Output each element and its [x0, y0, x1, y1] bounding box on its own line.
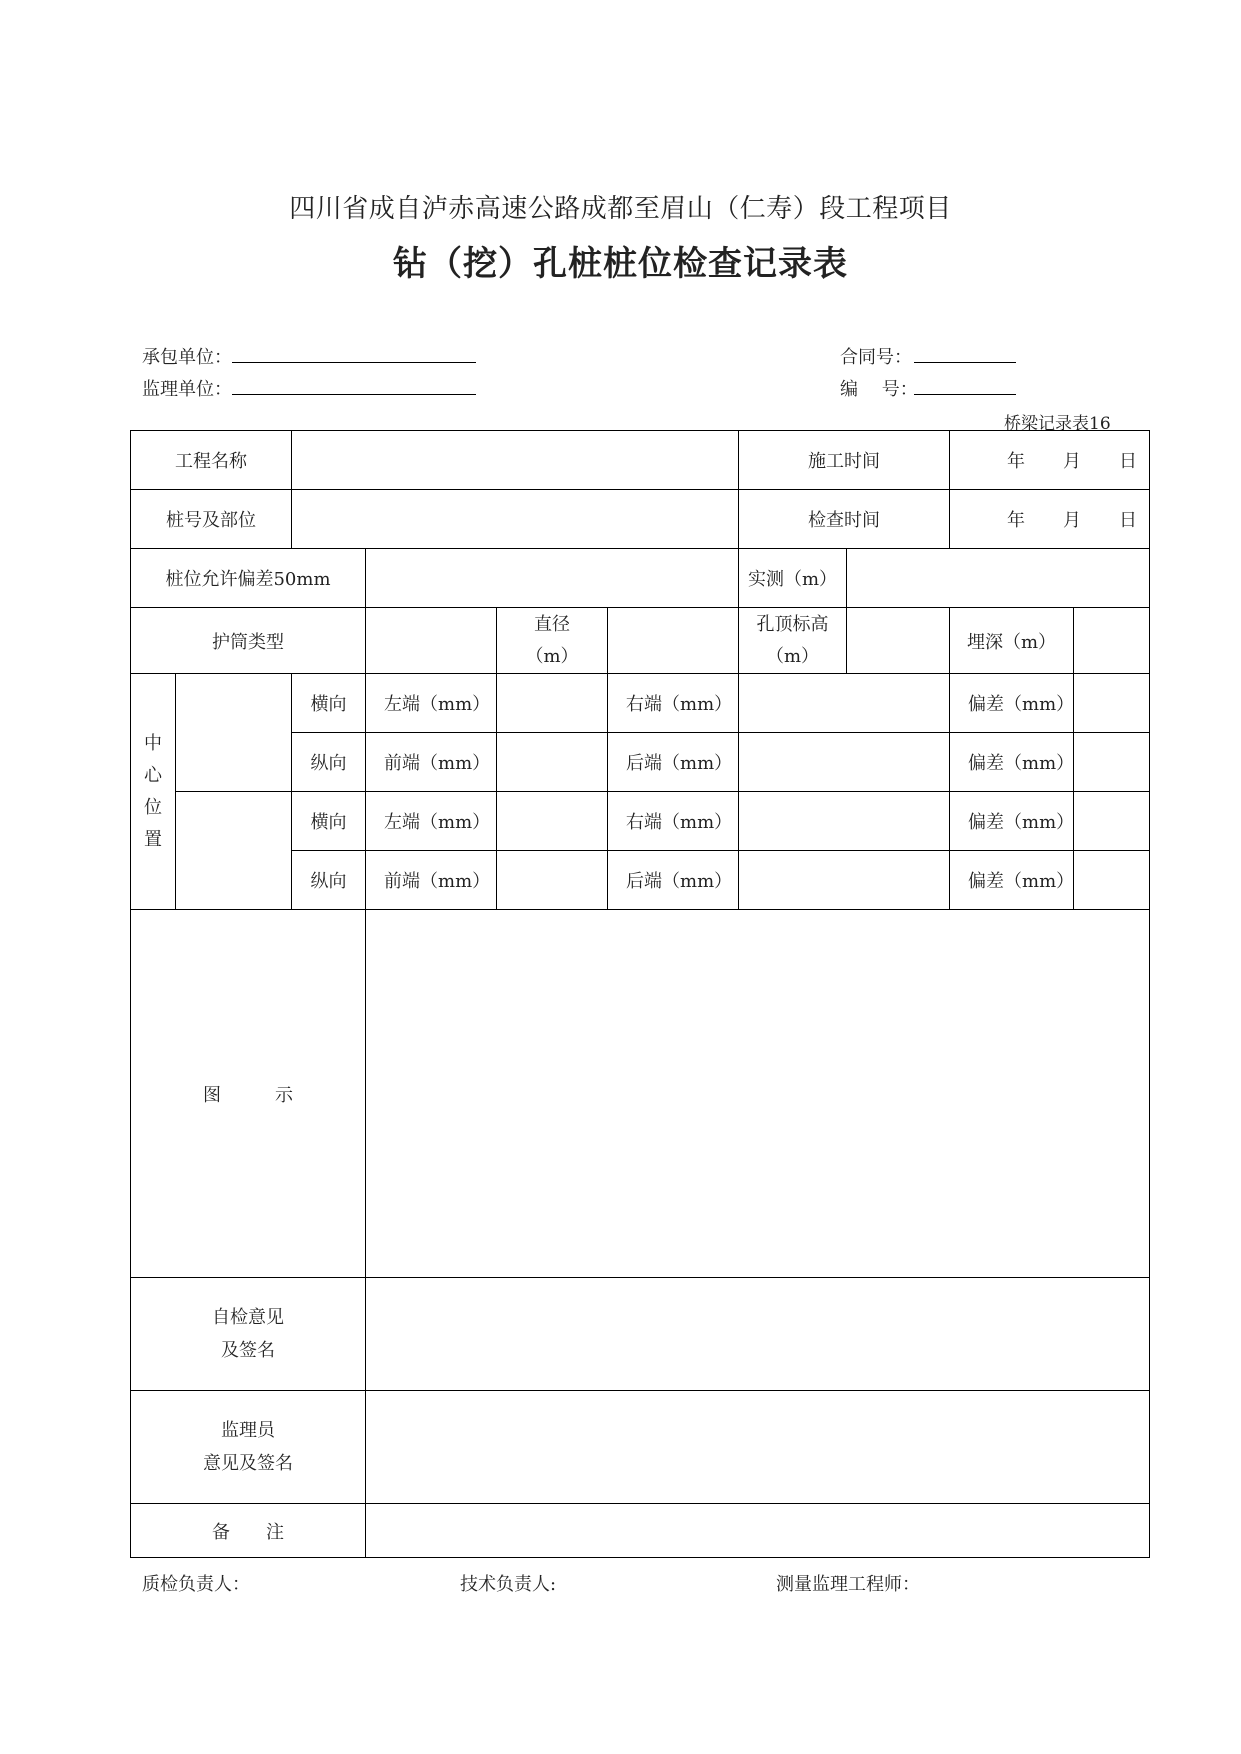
contractor-field[interactable]	[232, 340, 476, 363]
right-end-label: 右端（mm）	[608, 792, 739, 851]
day-label: 日	[1119, 451, 1137, 472]
burial-depth-value[interactable]	[1074, 608, 1150, 674]
supervisor-unit-label: 监理单位：	[142, 379, 232, 400]
contract-no-label: 合同号：	[840, 347, 912, 368]
front-end-label: 前端（mm）	[366, 851, 497, 910]
construction-time-value[interactable]	[950, 431, 1150, 490]
left-end-label: 左端（mm）	[366, 792, 497, 851]
horizontal-label: 横向	[292, 792, 366, 851]
deviation-label: 偏差（mm）	[950, 851, 1074, 910]
casing-type-value[interactable]	[366, 608, 497, 674]
casing-type-label: 护筒类型	[131, 608, 366, 674]
deviation-label: 偏差（mm）	[950, 733, 1074, 792]
deviation-value[interactable]	[1074, 674, 1150, 733]
vertical-label: 纵向	[292, 851, 366, 910]
center-point-2[interactable]	[176, 792, 292, 910]
deviation-label: 偏差（mm）	[950, 674, 1074, 733]
right-end-value[interactable]	[739, 792, 950, 851]
diameter-label: 直径 （m）	[497, 608, 608, 674]
pile-position-label: 桩号及部位	[131, 490, 292, 549]
back-end-label: 后端（mm）	[608, 733, 739, 792]
tolerance-value[interactable]	[366, 549, 739, 608]
left-end-value[interactable]	[497, 792, 608, 851]
day-label: 日	[1119, 510, 1137, 531]
inspection-table	[130, 430, 1150, 1558]
front-end-value[interactable]	[497, 733, 608, 792]
left-end-value[interactable]	[497, 674, 608, 733]
top-elevation-value[interactable]	[847, 608, 950, 674]
inspection-time-label: 检查时间	[739, 490, 950, 549]
right-end-label: 右端（mm）	[608, 674, 739, 733]
self-check-label: 自检意见 及签名	[131, 1278, 366, 1391]
construction-time-label: 施工时间	[739, 431, 950, 490]
front-end-label: 前端（mm）	[366, 733, 497, 792]
serial-no-field[interactable]	[914, 372, 1016, 395]
back-end-value[interactable]	[739, 733, 950, 792]
form-reference: 桥梁记录表16	[1004, 414, 1111, 434]
tolerance-label: 桩位允许偏差50mm	[131, 549, 366, 608]
diagram-area[interactable]	[366, 910, 1150, 1278]
remarks-label: 备 注	[131, 1504, 366, 1558]
front-end-value[interactable]	[497, 851, 608, 910]
diagram-label: 图 示	[131, 910, 366, 1278]
project-title: 四川省成自泸赤高速公路成都至眉山（仁寿）段工程项目	[289, 194, 952, 224]
vertical-label: 纵向	[292, 733, 366, 792]
supervisor-opinion-value[interactable]	[366, 1391, 1150, 1504]
supervisor-unit-field[interactable]	[232, 372, 476, 395]
right-end-value[interactable]	[739, 674, 950, 733]
center-position-label: 中 心 位 置	[131, 674, 176, 910]
project-name-value[interactable]	[292, 431, 739, 490]
deviation-value[interactable]	[1074, 851, 1150, 910]
deviation-label: 偏差（mm）	[950, 792, 1074, 851]
horizontal-label: 横向	[292, 674, 366, 733]
month-label: 月	[1063, 451, 1081, 472]
back-end-value[interactable]	[739, 851, 950, 910]
supervisor-opinion-label: 监理员 意见及签名	[131, 1391, 366, 1504]
pile-position-value[interactable]	[292, 490, 739, 549]
inspection-time-value[interactable]	[950, 490, 1150, 549]
center-point-1[interactable]	[176, 674, 292, 792]
contract-no-field[interactable]	[914, 340, 1016, 363]
top-elevation-label: 孔顶标高 （m）	[739, 608, 847, 674]
serial-no-label: 编 号：	[840, 379, 918, 400]
tech-lead-label: 技术负责人:	[460, 1574, 557, 1595]
month-label: 月	[1063, 510, 1081, 531]
left-end-label: 左端（mm）	[366, 674, 497, 733]
qc-lead-label: 质检负责人：	[142, 1574, 250, 1595]
year-label: 年	[1007, 510, 1025, 531]
diameter-value[interactable]	[608, 608, 739, 674]
project-name-label: 工程名称	[131, 431, 292, 490]
form-title: 钻（挖）孔桩桩位检查记录表	[393, 244, 848, 284]
self-check-value[interactable]	[366, 1278, 1150, 1391]
survey-engineer-label: 测量监理工程师：	[776, 1574, 920, 1595]
burial-depth-label: 埋深（m）	[950, 608, 1074, 674]
measured-value[interactable]	[847, 549, 1150, 608]
measured-label: 实测（m）	[739, 549, 847, 608]
contractor-label: 承包单位：	[142, 347, 232, 368]
remarks-value[interactable]	[366, 1504, 1150, 1558]
deviation-value[interactable]	[1074, 733, 1150, 792]
back-end-label: 后端（mm）	[608, 851, 739, 910]
year-label: 年	[1007, 451, 1025, 472]
deviation-value[interactable]	[1074, 792, 1150, 851]
